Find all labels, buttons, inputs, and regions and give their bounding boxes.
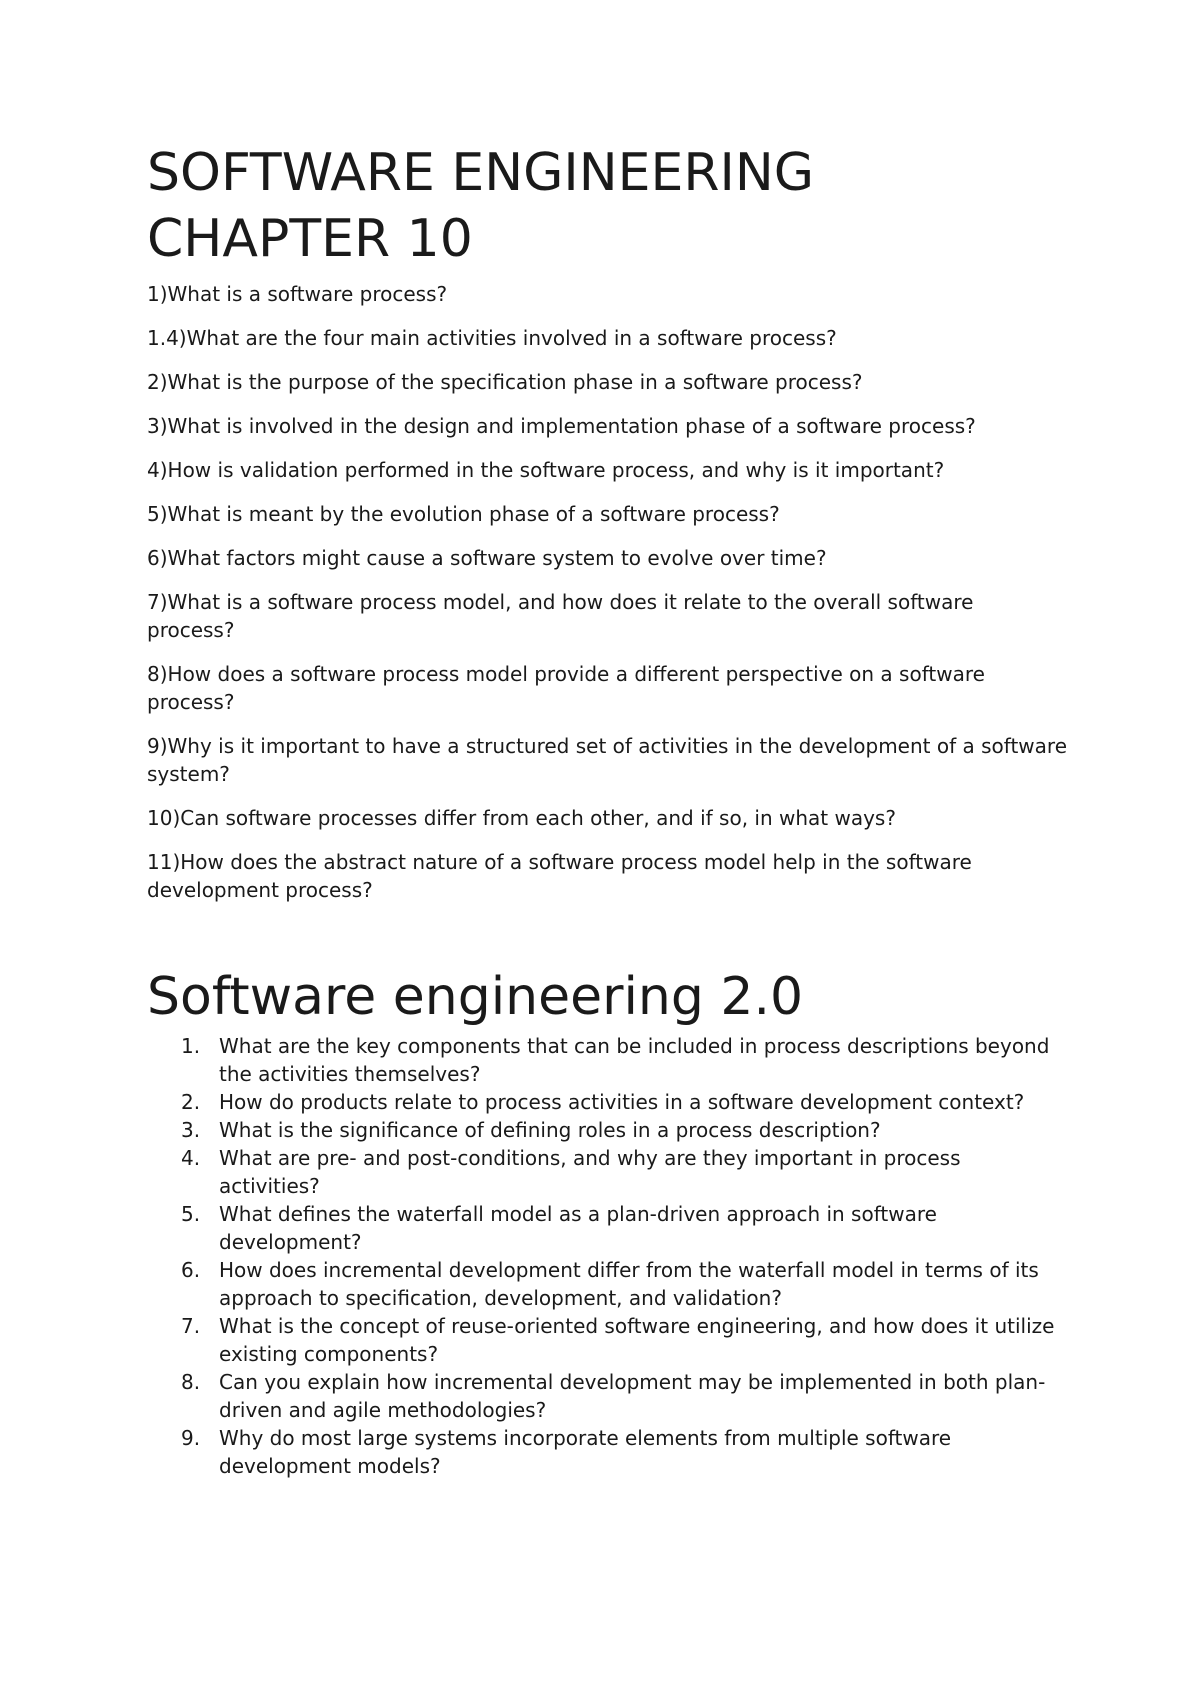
list-item-text: Why do most large systems incorporate elements from multiple software development models? <box>219 1426 952 1478</box>
question-item: 8)How does a software process model provide a different perspective on a software process? <box>147 662 985 714</box>
list-number: 8. <box>181 1370 201 1394</box>
numbered-list-item <box>147 1368 1067 1424</box>
question-item: 2)What is the purpose of the specification phase in a software process? <box>147 370 863 394</box>
list-item-text: What are the key components that can be included in process descriptions beyond the activities themselves? <box>219 1034 1050 1086</box>
question-item: 4)How is validation performed in the software process, and why is it important? <box>147 458 945 482</box>
question-item: 5)What is meant by the evolution phase of a software process? <box>147 502 780 526</box>
list-item-text: How do products relate to process activities in a software development context? <box>219 1090 1025 1114</box>
chapter-questions-list <box>147 280 1067 904</box>
document-page <box>147 140 1067 1480</box>
title-line-1: SOFTWARE ENGINEERING <box>147 143 815 203</box>
numbered-list-item <box>147 1088 1067 1116</box>
numbered-list-item <box>147 1200 1067 1256</box>
list-item-text: What is the significance of defining roles in a process description? <box>219 1118 881 1142</box>
numbered-list-item <box>147 1256 1067 1312</box>
numbered-list-item <box>147 1116 1067 1144</box>
numbered-list-item <box>147 1144 1067 1200</box>
list-item-text: Can you explain how incremental development may be implemented in both plan-driven and agile methodologies? <box>219 1370 1046 1422</box>
numbered-list-item <box>147 1032 1067 1088</box>
numbered-list-item <box>147 1312 1067 1368</box>
list-item-text: What defines the waterfall model as a plan-driven approach in software development? <box>219 1202 937 1254</box>
question-item: 10)Can software processes differ from each other, and if so, in what ways? <box>147 806 896 830</box>
question-item: 11)How does the abstract nature of a software process model help in the software development process? <box>147 850 972 902</box>
numbered-question-list <box>147 1032 1067 1480</box>
list-number: 2. <box>181 1090 201 1114</box>
list-item-text: What are pre- and post-conditions, and why are they important in process activities? <box>219 1146 961 1198</box>
question-item: 3)What is involved in the design and implementation phase of a software process? <box>147 414 976 438</box>
question-item: 6)What factors might cause a software system to evolve over time? <box>147 546 827 570</box>
question-item: 1)What is a software process? <box>147 282 448 306</box>
list-item-text: How does incremental development differ from the waterfall model in terms of its approach to specification, development, and validation? <box>219 1258 1039 1310</box>
list-number: 3. <box>181 1118 201 1142</box>
title-line-2: CHAPTER 10 <box>147 209 473 269</box>
numbered-list-item <box>147 1424 1067 1480</box>
list-number: 4. <box>181 1146 201 1170</box>
list-number: 1. <box>181 1034 201 1058</box>
document-title <box>147 140 1067 272</box>
list-number: 7. <box>181 1314 201 1338</box>
section-heading: Software engineering 2.0 <box>147 967 804 1027</box>
question-item: 9)Why is it important to have a structured set of activities in the development of a software system? <box>147 734 1067 786</box>
question-item: 1.4)What are the four main activities involved in a software process? <box>147 326 837 350</box>
question-item: 7)What is a software process model, and how does it relate to the overall software process? <box>147 590 974 642</box>
list-item-text: What is the concept of reuse-oriented software engineering, and how does it utilize existing components? <box>219 1314 1055 1366</box>
list-number: 9. <box>181 1426 201 1450</box>
list-number: 6. <box>181 1258 201 1282</box>
list-number: 5. <box>181 1202 201 1226</box>
